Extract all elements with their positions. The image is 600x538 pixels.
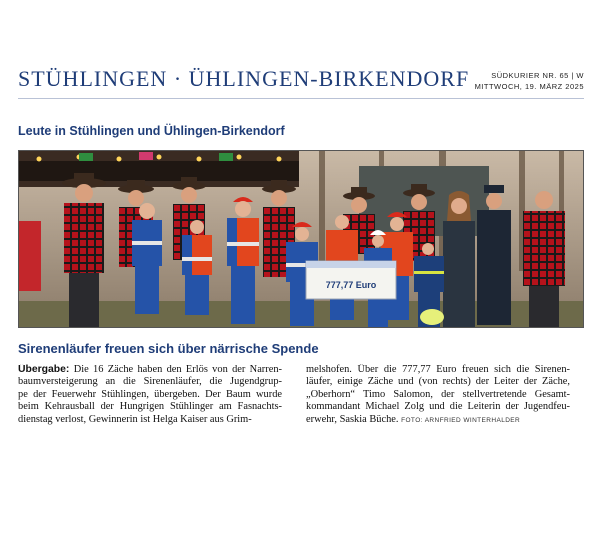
masthead-title: STÜHLINGEN · ÜHLINGEN-BIRKENDORF [18,66,470,91]
caption-column-right [306,364,570,427]
date-line: MITTWOCH, 19. MÄRZ 2025 [474,82,584,91]
caption-lead: Übergabe: [18,364,70,375]
caption-line: pe der Feuerwehr Stühlingen, übergeben. Der Baum wurde [18,388,282,400]
donation-check [306,261,396,299]
article-headline: Sirenenläufer freuen sich über närrische Spende [18,341,319,356]
issue-line: SÜDKURIER NR. 65 | W [491,71,584,80]
caption-line: erwehr, Saskia Büche. FOTO: ARNFRIED WINTERHALDER [306,413,521,425]
section-title: Leute in Stühlingen und Ühlingen-Birkendorf [18,124,285,138]
caption-line: „Oberhorn“ Timo Salomon, der stellvertretende Gesamt- [306,388,570,400]
caption-line: baumversteigerung an die Sirenenläufer, die Jugendgrup- [18,376,282,388]
caption-line: dienstag verlost, Gewinnerin ist Helga Kaiser aus Grim- [18,413,252,425]
photo-credit: FOTO: ARNFRIED WINTERHALDER [401,416,521,424]
issue-info [475,70,584,92]
group-photo-illustration [19,151,584,328]
check-amount: 777,77 Euro [325,280,377,290]
group-photo [18,150,584,328]
caption-line: Übergabe: Die 16 Zäche haben den Erlös von der Narren- [18,364,282,375]
caption-column-left [18,364,282,426]
caption-line: beim Kehrausball der Hungrigen Stühlinger am Fasnachts- [18,401,282,413]
caption-line: melshofen. Über die 777,77 Euro freuen sich die Sirenen- [306,364,570,375]
header-rule [18,98,584,99]
caption-line: läufer, einige Zäche und (von rechts) der Leiter der Zäche, [306,376,570,388]
caption-line: kommandant Michael Zolg und die Leiterin der Jugendfeu- [306,401,570,413]
